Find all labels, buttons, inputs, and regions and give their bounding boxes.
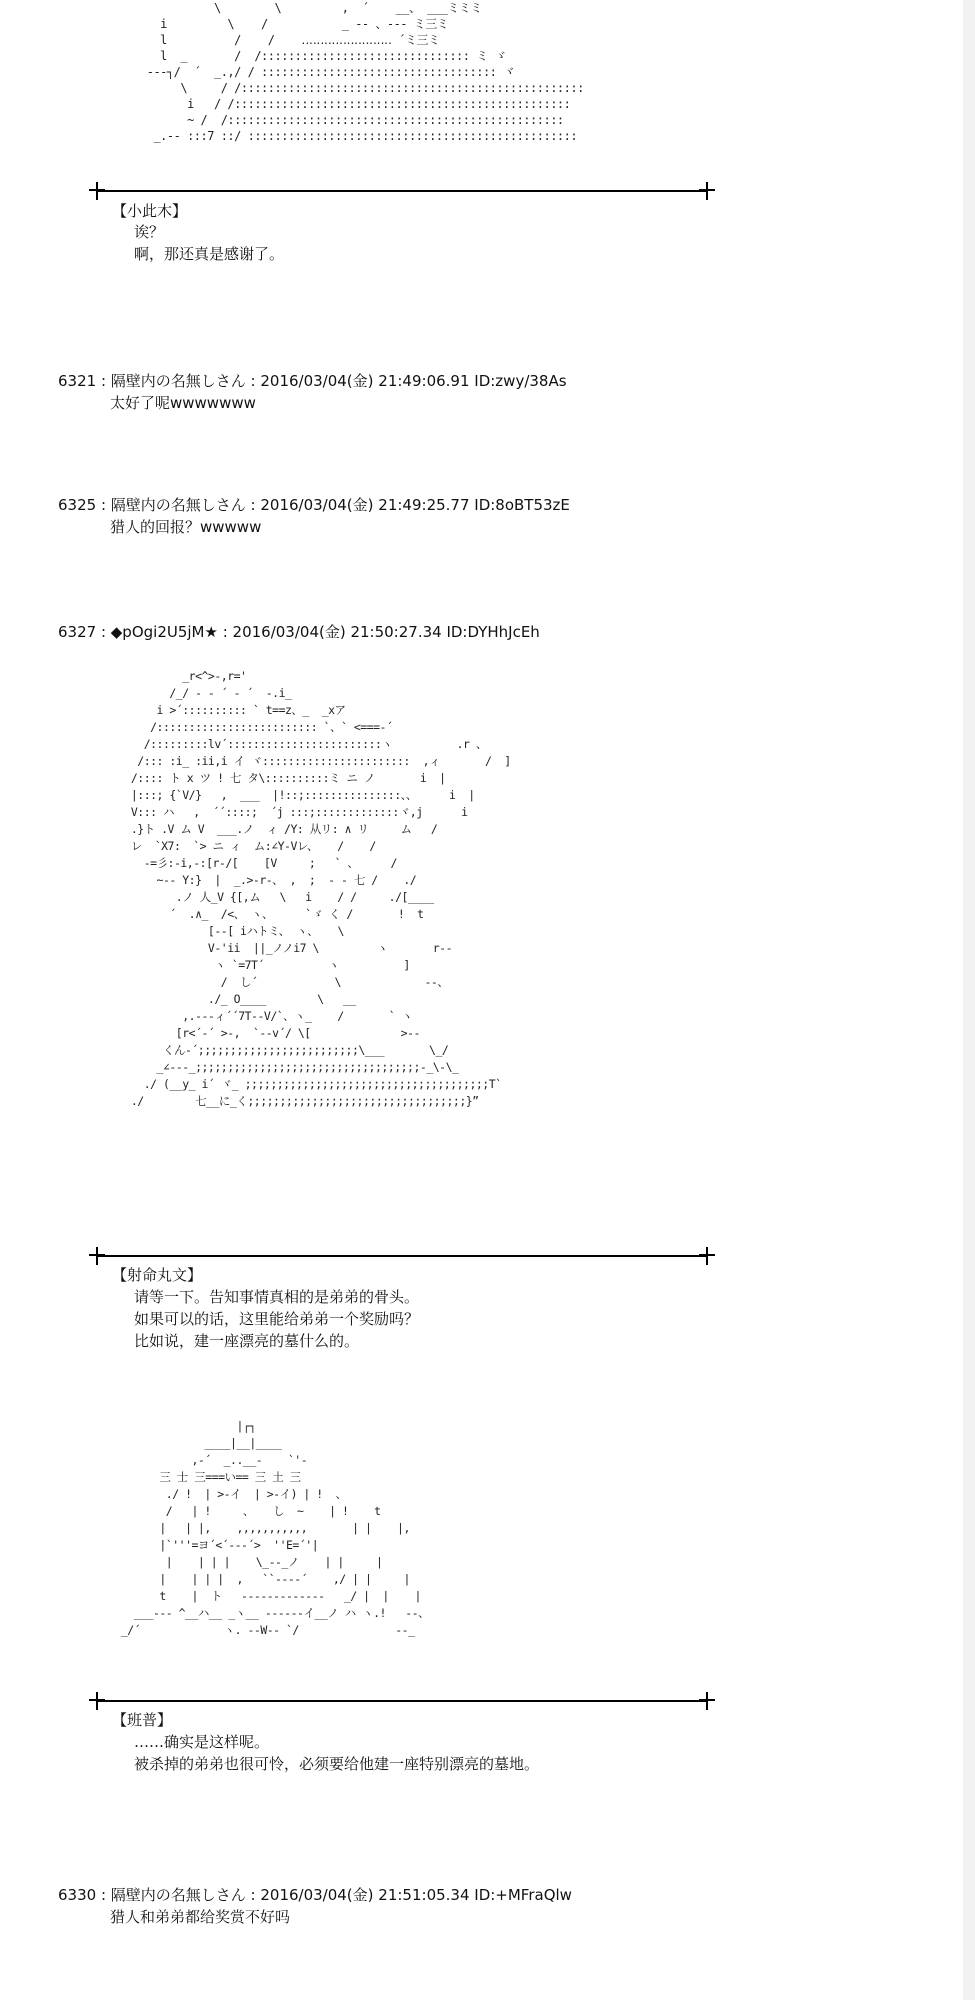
ascii-art-character: |┌┐ ____|__|____ ,‐´ _..__‐ `'‐ 三 士 三===い== 三 土 三 ./ ! | >‐イ | >‐イ) | ! 、 / | ! 、 し ~ | ! t | | |, ,,,,,,,,,,, | | |, |`'''=ヨ´<´‐‐‐´> ''E=´'| | | | | \_‐‐_ノ | | | | | | | , ``‐‐‐‐´ ,/ | | | t | ト ‐‐‐‐‐‐‐‐‐‐‐‐‐ _/ | | | ___‐‐‐ ^__ハ__ _ヽ__ ‐‐‐‐‐‐イ__ノ ハ ヽ.! ‐‐、 _/´ ヽ. ‐‐W‐‐ `/ ‐‐_ — [120, 1419, 430, 1637]
speaker-name: 【班普】 — [112, 1711, 173, 1729]
ascii-art-scene: \ \ , ´ __、 ___ミミミ i \ / _ -‐ 、‐‐‐ ミ三ミ l / / ‥‥‥‥‥‥‥‥‥‥‥‥ ´ミ三ミ l _ / /::::::::::::::::::::::::::::::: ミ ゞ ‐‐‐┐/ ´ _.,/ / ::::::::::::::::::::::::::::::::::: ヾ \ / /::::::::::::::::::::::::::::::::::::::::::::::::::: i / /:::::::::::::::::::::::::::::::::::::::::::::::::: ~ / /:::::::::::::::::::::::::::::::::::::::::::::::::: _.-‐ :::7 ::/ ::::::::::::::::::::::::::::::::::::::::::::::::: — [146, 1, 584, 143]
divider-rule — [96, 1255, 708, 1257]
dialogue-line: 请等一下。告知事情真相的是弟弟的骨头。 — [134, 1288, 420, 1306]
divider-rule — [96, 190, 708, 192]
dialogue-line: 啊，那还真是感谢了。 — [134, 245, 285, 263]
divider-rule — [96, 1700, 708, 1702]
dialogue-line: ……确实是这样呢。 — [134, 1733, 270, 1751]
post-body: 太好了呢wwwwwww — [110, 394, 256, 412]
post-header: 6321 : 隔壁内の名無しさん : 2016/03/04(金) 21:49:06.91 ID:zwy/38As — [58, 372, 567, 390]
page-edge — [963, 0, 975, 2000]
post-header: 6327 : ◆pOgi2U5jM★ : 2016/03/04(金) 21:50:27.34 ID:DYHhJcEh — [58, 623, 540, 641]
dialogue-line: 如果可以的话，这里能给弟弟一个奖励吗？ — [134, 1310, 420, 1328]
post-body: 猎人和弟弟都给奖赏不好吗 — [110, 1908, 291, 1926]
speaker-name: 【射命丸文】 — [112, 1266, 203, 1284]
ascii-art-character: _r<^>-,r=' /_/ - - ´ ‐ ´ ‐.i_ i >´:::::::::: ` t==z、_ _xア /::::::::::::::::::::::::: `、` <===‐´ /:::::::::lv´::::::::::::::::::::::::ヽ .r 、 /::: :i_ :ii,i イ ヾ::::::::::::::::::::::: ,ィ / ] /:::: ト x ツ ! 七 タ\::::::::::ミ ニ ノ i | |:::; {`V/} , ___ |!::;:::::::::::::::、、 i | V::: ハ , ´´::::; ´j :::;:::::::::::::ヾ,j i .}ト .V ム V ___.ノ ィ /Y: 从リ: ∧ リ ム / レ `X7: `> ニ ィ ム:∠Y-Vレ、 / / -=彡:‐i,‐:[r-/[ [V ; ` 、 / ~‐‐ Y:} | _.>‐r‐、 , ; ‐ ‐ 七 / ./ .ノ 人_V {[,ム \ i / / ./[____ ´ .∧_ /<、 ヽ、 `ゞ く / ! t [‐‐[ iハトミ、 ヽ、 \ V‐'ii ||_ノノi7 \ ヽ r‐‐ ヽ `=7T´ ヽ ] / し´ \ ‐‐、 ./_ O____ \ __ ,.‐‐‐ィ´´7T‐‐V/`、ヽ_ / ` ヽ [r<´‐´ >‐, `‐‐v´/ \[ >‐‐ くん‐´;;;;;;;;;;;;;;;;;;;;;;;;;\___ \_/ _∠‐‐‐_;;;;;;;;;;;;;;;;;;;;;;;;;;;;;;;;;;;‐_\‐\_ ./ (__y_ i´ ヾ_ ;;;;;;;;;;;;;;;;;;;;;;;;;;;;;;;;;;;;;;T` ./ 七__に_く;;;;;;;;;;;;;;;;;;;;;;;;;;;;;;;;;;}” — [130, 669, 511, 1108]
post-header: 6325 : 隔壁内の名無しさん : 2016/03/04(金) 21:49:25.77 ID:8oBT53zE — [58, 496, 570, 514]
dialogue-line: 比如说，建一座漂亮的墓什么的。 — [134, 1332, 360, 1350]
post-header: 6330 : 隔壁内の名無しさん : 2016/03/04(金) 21:51:05.34 ID:+MFraQlw — [58, 1886, 572, 1904]
post-body: 猎人的回报？wwwww — [110, 518, 262, 536]
dialogue-line: 诶？ — [134, 223, 165, 241]
speaker-name: 【小此木】 — [112, 202, 188, 220]
dialogue-line: 被杀掉的弟弟也很可怜，必须要给他建一座特别漂亮的墓地。 — [134, 1755, 540, 1773]
